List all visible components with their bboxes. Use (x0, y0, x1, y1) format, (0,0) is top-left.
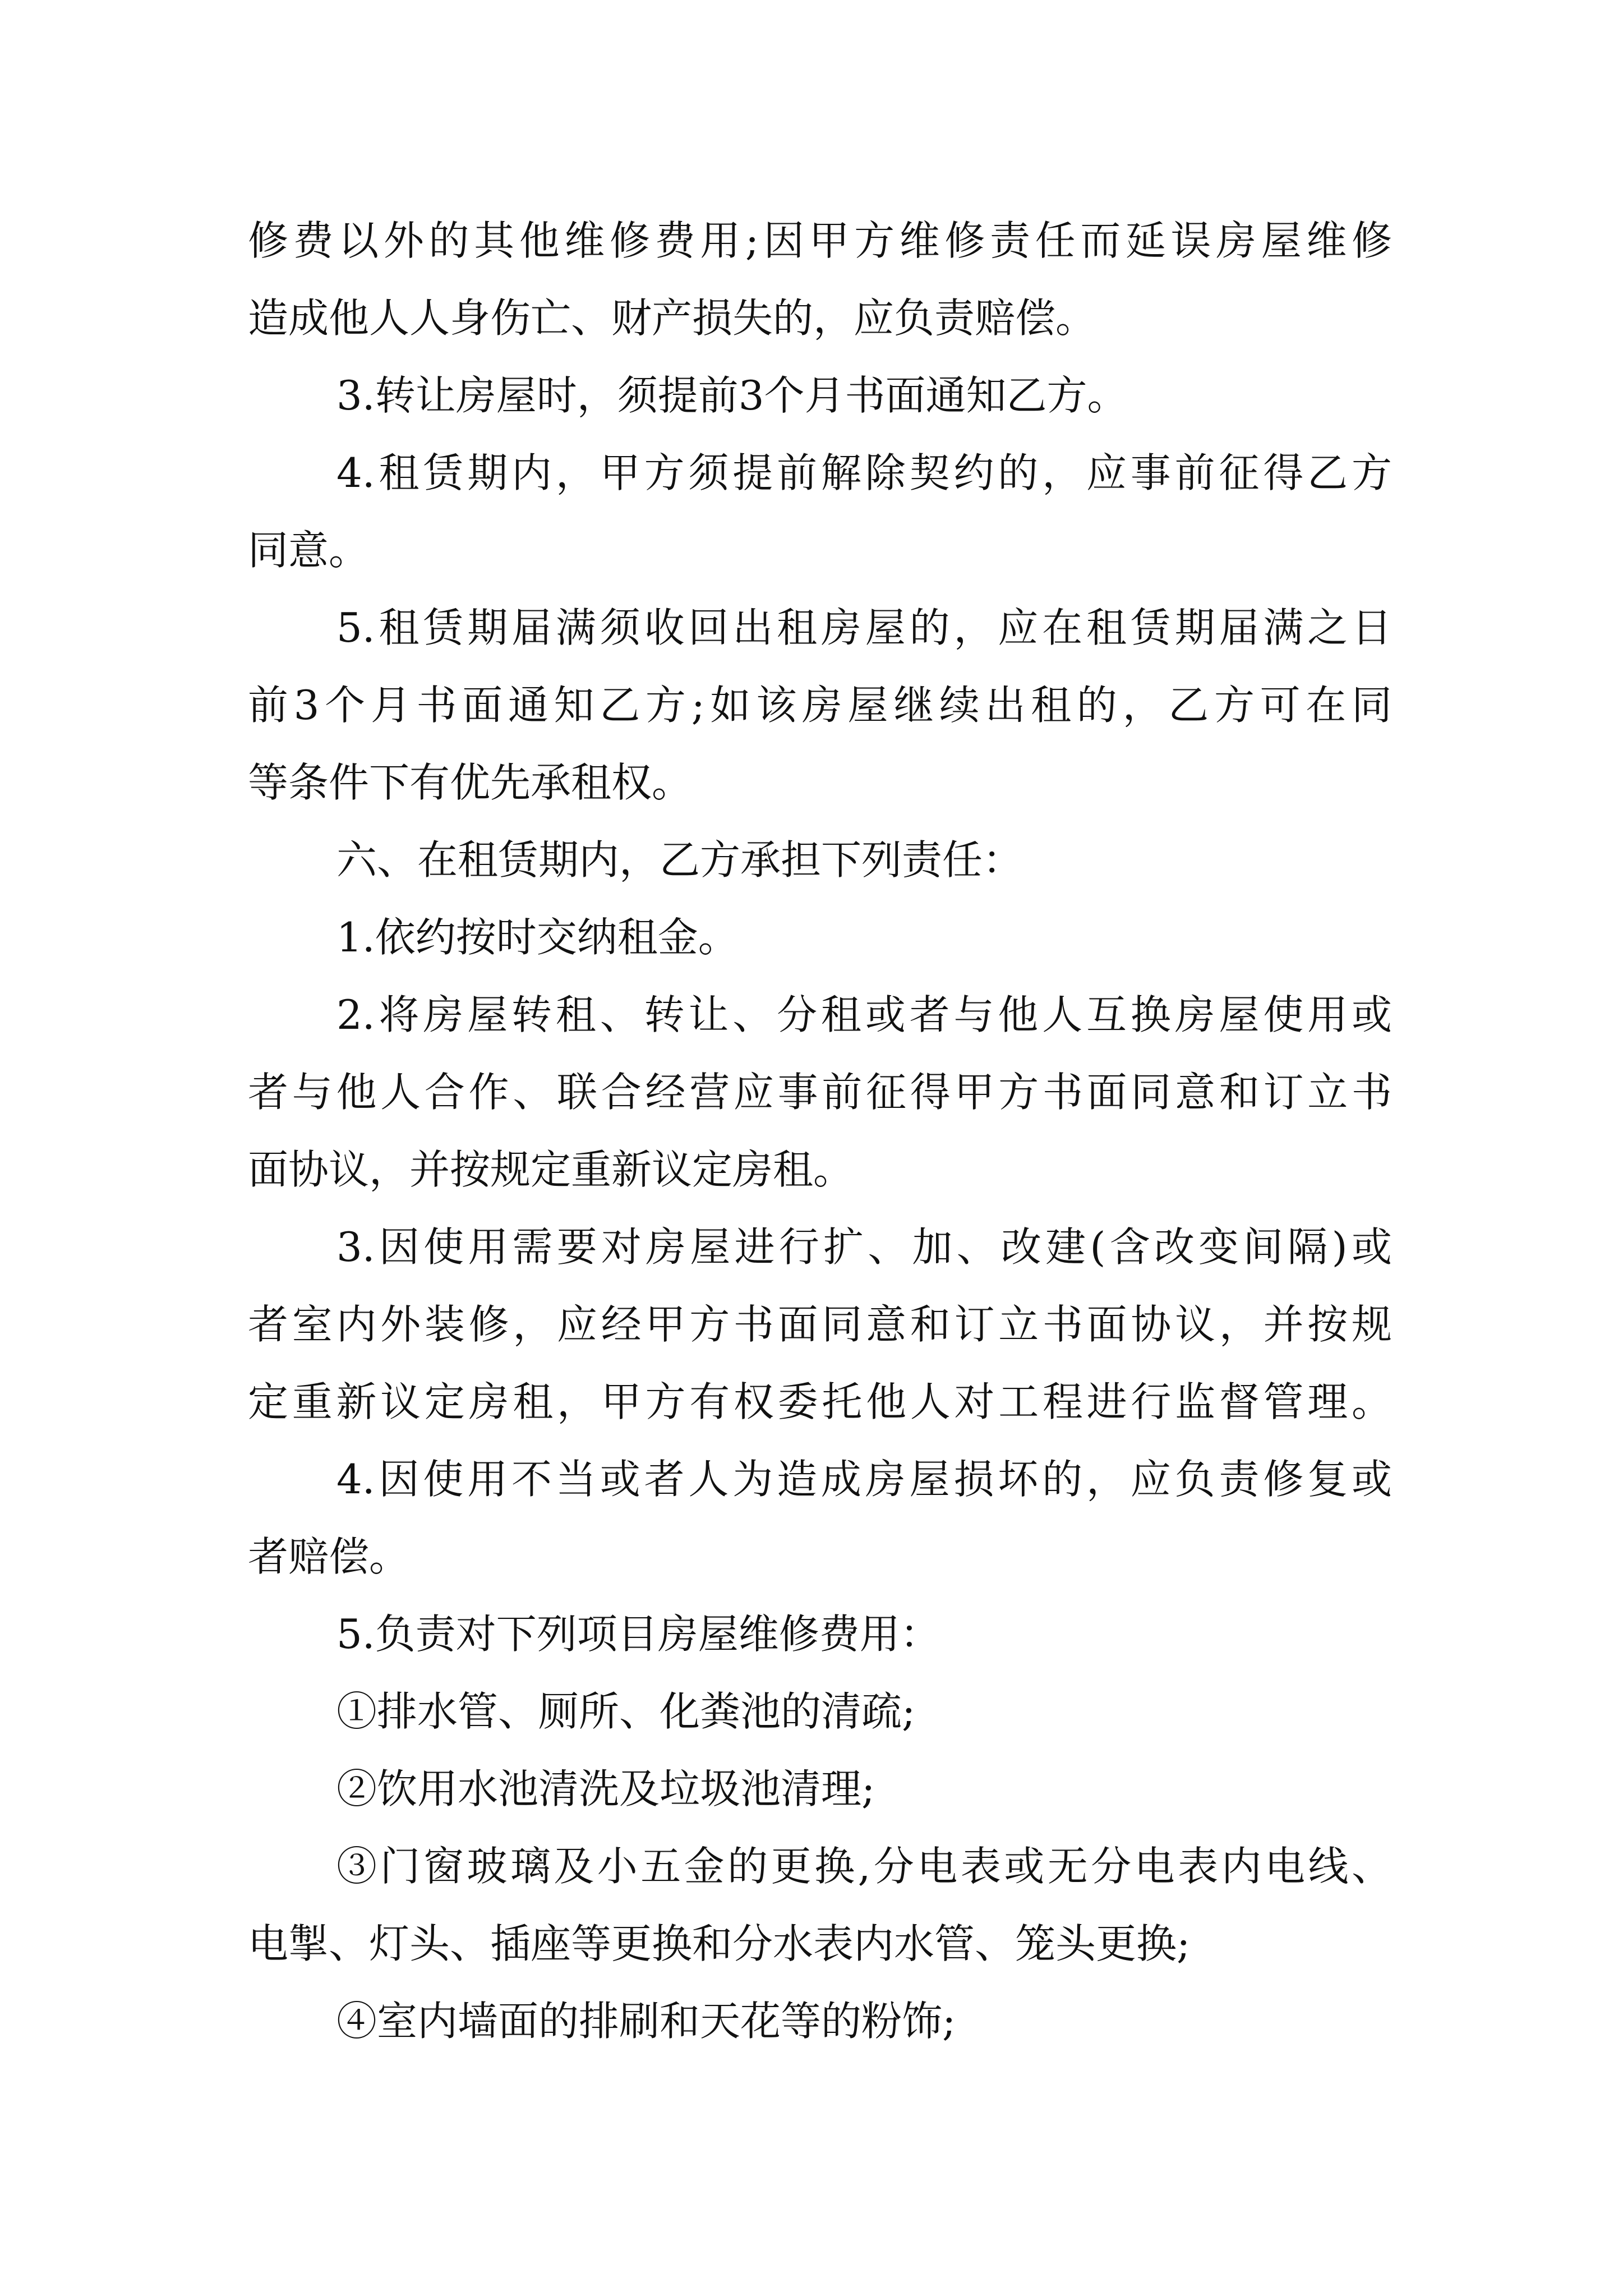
paragraph (248, 976, 1392, 1208)
text-line: 修费以外的其他维修费用;因甲方维修责任而延误房屋维修 (248, 217, 1392, 264)
text-line: 者赔偿。 (248, 1533, 410, 1580)
paragraph (248, 1595, 1392, 1673)
text-line: 面协议，并按规定重新议定房租。 (248, 1146, 854, 1193)
section-heading (248, 821, 1392, 899)
text-line: 2.将房屋转租、转让、分租或者与他人互换房屋使用或 (336, 991, 1392, 1038)
text-line: 定重新议定房租，甲方有权委托他人对工程进行监督管理。 (248, 1378, 1392, 1425)
text-line: 造成他人人身伤亡、财产损失的，应负责赔偿。 (248, 295, 1096, 342)
text-line: 同意。 (248, 527, 370, 574)
text-line: ④室内墙面的排刷和天花等的粉饰; (336, 1998, 956, 2045)
paragraph (248, 1208, 1392, 1441)
paragraph (248, 434, 1392, 589)
paragraph-continued (248, 202, 1392, 357)
list-item (248, 1982, 1392, 2060)
text-line: ①排水管、厕所、化粪池的清疏; (336, 1688, 916, 1735)
paragraph (248, 1441, 1392, 1595)
text-line: 者室内外装修，应经甲方书面同意和订立书面协议，并按规 (248, 1301, 1392, 1348)
text-line: ②饮用水池清洗及垃圾池清理; (336, 1765, 875, 1812)
paragraph (248, 589, 1392, 821)
text-line: 4.因使用不当或者人为造成房屋损坏的，应负责修复或 (336, 1456, 1392, 1503)
text-line: 电掣、灯头、插座等更换和分水表内水管、笼头更换; (248, 1920, 1191, 1967)
list-item (248, 1828, 1392, 1982)
list-item (248, 1750, 1392, 1828)
text-line: 等条件下有优先承租权。 (248, 759, 693, 806)
text-line: 六、在租赁期内，乙方承担下列责任： (336, 836, 1023, 884)
paragraph (248, 357, 1392, 434)
text-line: 5.负责对下列项目房屋维修费用： (336, 1611, 940, 1658)
text-line: 者与他人合作、联合经营应事前征得甲方书面同意和订立书 (248, 1069, 1392, 1116)
text-line: 3.转让房屋时，须提前3个月书面通知乙方。 (336, 372, 1128, 419)
text-line: 4.租赁期内，甲方须提前解除契约的，应事前征得乙方 (336, 449, 1392, 496)
document-body (248, 202, 1392, 2060)
text-line: 5.租赁期届满须收回出租房屋的，应在租赁期届满之日 (336, 604, 1392, 651)
text-line: 1.依约按时交纳租金。 (336, 914, 739, 961)
list-item (248, 1673, 1392, 1750)
text-line: 前3个月书面通知乙方;如该房屋继续出租的，乙方可在同 (248, 682, 1392, 729)
text-line: ③门窗玻璃及小五金的更换,分电表或无分电表内电线、 (336, 1843, 1392, 1890)
text-line: 3.因使用需要对房屋进行扩、加、改建(含改变间隔)或 (336, 1223, 1392, 1271)
paragraph (248, 899, 1392, 976)
